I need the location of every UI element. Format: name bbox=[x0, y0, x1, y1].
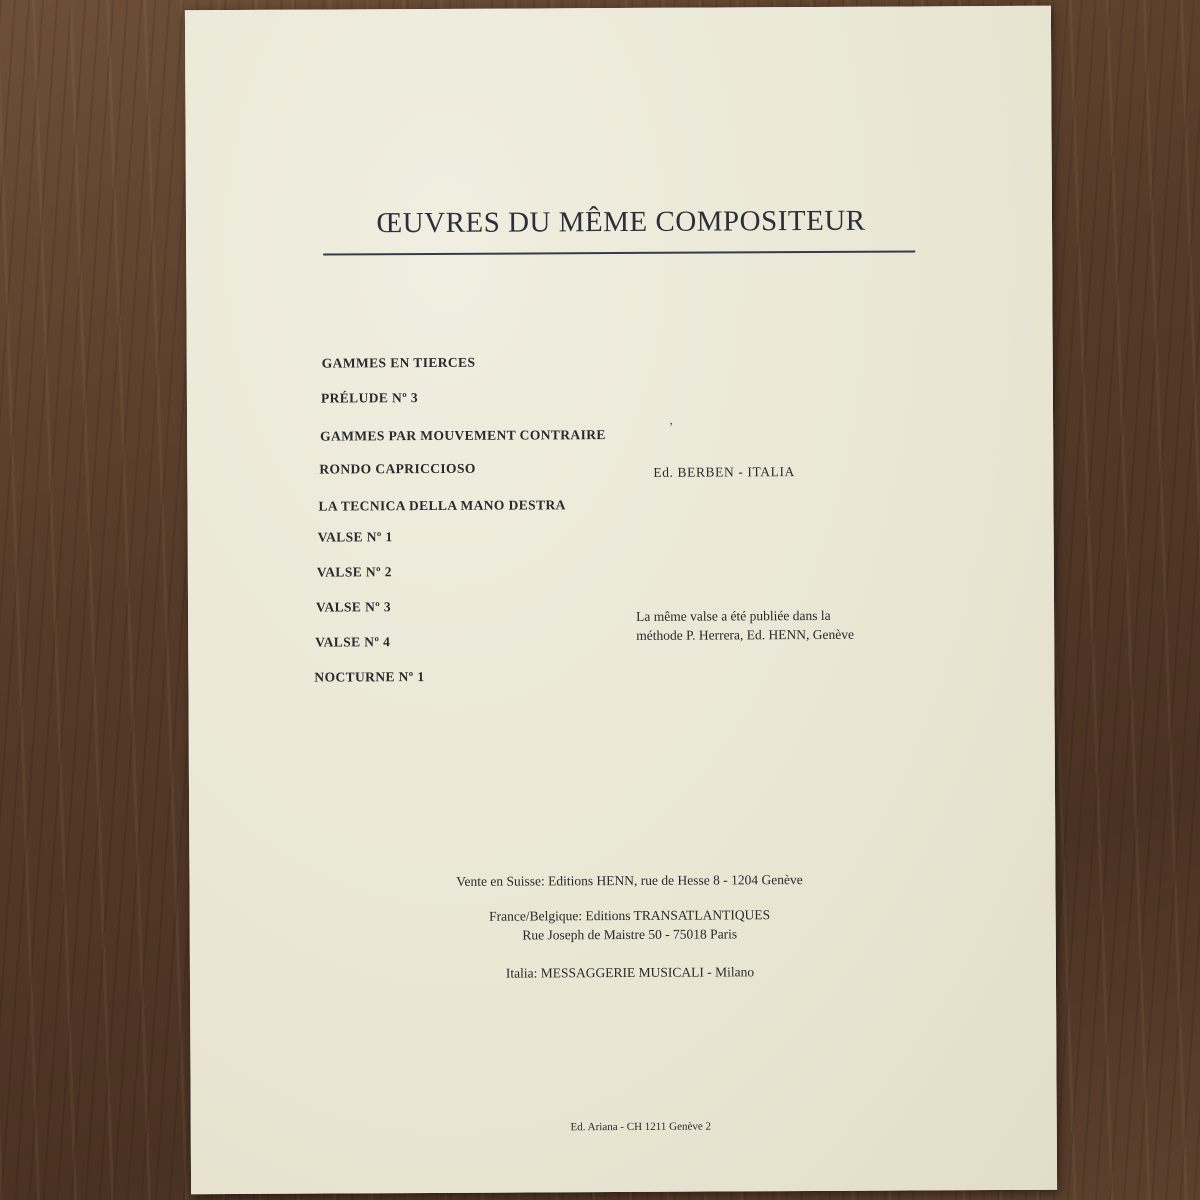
distribution-suisse: Vente en Suisse: Editions HENN, rue de Hesse 8 - 1204 Genève bbox=[456, 872, 803, 889]
distribution-france-line-2: Rue Joseph de Maistre 50 - 75018 Paris bbox=[522, 926, 738, 943]
work-item: PRÉLUDE Nº 3 bbox=[320, 390, 418, 406]
work-item: VALSE Nº 4 bbox=[315, 634, 391, 650]
work-item: VALSE Nº 1 bbox=[317, 529, 393, 545]
valse-note-line-1: La même valse a été publiée dans la bbox=[636, 607, 831, 624]
work-item: GAMMES PAR MOUVEMENT CONTRAIRE bbox=[320, 427, 606, 444]
work-item: GAMMES EN TIERCES bbox=[321, 354, 476, 371]
work-item: NOCTURNE Nº 1 bbox=[314, 669, 425, 685]
valse-note bbox=[636, 606, 854, 645]
title-underline bbox=[323, 250, 915, 255]
distribution-italia: Italia: MESSAGGERIE MUSICALI - Milano bbox=[505, 964, 755, 981]
distribution-france-line-1: France/Belgique: Editions TRANSATLANTIQUES bbox=[489, 907, 771, 924]
page-title: ŒUVRES DU MÊME COMPOSITEUR bbox=[376, 204, 866, 240]
sheet-music-back-page bbox=[185, 6, 1057, 1195]
work-item: VALSE Nº 3 bbox=[315, 599, 392, 615]
valse-note-line-2: méthode P. Herrera, Ed. HENN, Genève bbox=[636, 626, 855, 643]
imprint: Ed. Ariana - CH 1211 Genève 2 bbox=[570, 1120, 711, 1134]
publisher-note: Ed. BERBEN - ITALIA bbox=[653, 464, 795, 480]
distribution-france bbox=[330, 904, 930, 945]
stray-mark: ʼ bbox=[669, 419, 674, 434]
work-item: LA TECNICA DELLA MANO DESTRA bbox=[318, 497, 566, 514]
work-item: VALSE Nº 2 bbox=[316, 564, 392, 580]
work-item: RONDO CAPRICCIOSO bbox=[319, 460, 476, 477]
